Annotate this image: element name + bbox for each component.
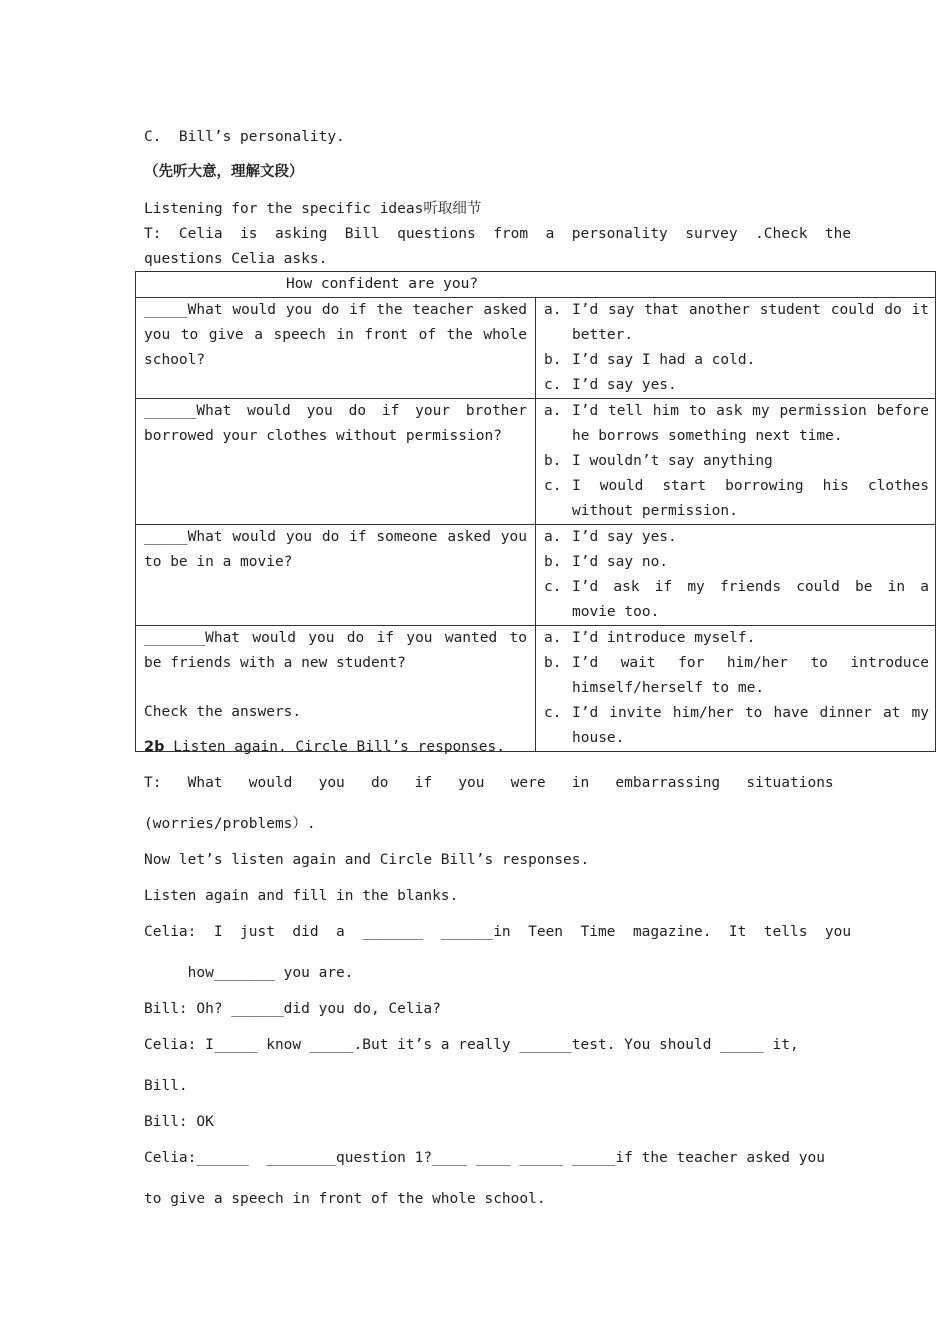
now-listen-line: Now let’s listen again and Circle Bill’s responses.: [144, 852, 590, 868]
section-2b-text: Listen again. Circle Bill’s responses.: [164, 739, 505, 755]
dialog-line: Bill: Oh? ______did you do, Celia?: [144, 1001, 441, 1017]
dialog-line: Celia:______ ________question 1?____ ____ _____ _____if the teacher asked you: [144, 1150, 825, 1166]
question-3: _____What would you do if someone asked you to be in a movie?: [136, 525, 536, 626]
chinese-note: （先听大意，理解文段）: [144, 164, 304, 180]
option-c: c. I’d say yes.: [544, 377, 677, 393]
section-2b-label: 2b: [144, 739, 165, 755]
option-a: a. I’d say yes.: [544, 529, 677, 545]
t-line-1: T: What would you do if you were in embarrassing situations: [144, 775, 834, 791]
intro-line-2: questions Celia asks.: [144, 251, 328, 267]
dialog-line: how_______ you are.: [144, 965, 354, 981]
option-a: a. I’d say that another student could do it better.: [544, 302, 929, 343]
check-answers: Check the answers.: [144, 704, 302, 720]
option-b: b. I’d say no.: [544, 554, 669, 570]
section-2b: [144, 737, 505, 757]
dialog-line: Celia: I just did a _______ ______in Teen Time magazine. It tells you: [144, 924, 852, 940]
question-2: ______What would you do if your brother borrowed your clothes without permission?: [136, 399, 536, 525]
option-a: a. I’d tell him to ask my permission before he borrows something next time.: [544, 403, 929, 444]
option-c: c. I’d ask if my friends could be in a movie too.: [544, 579, 929, 620]
table-header: How confident are you?: [136, 272, 936, 298]
intro-line-1: T: Celia is asking Bill questions from a personality survey .Check the: [144, 226, 852, 242]
dialog-line: Bill: OK: [144, 1114, 214, 1130]
option-c: c. I would start borrowing his clothes without permission.: [544, 478, 929, 519]
table-row: [136, 626, 936, 752]
table-row: [136, 399, 936, 525]
options-4: [536, 626, 936, 752]
table-row: [136, 298, 936, 399]
fill-blanks-line: Listen again and fill in the blanks.: [144, 888, 459, 904]
dialog-line: to give a speech in front of the whole school.: [144, 1191, 546, 1207]
table-row: [136, 525, 936, 626]
dialog-line: Celia: I_____ know _____.But it’s a really ______test. You should _____ it,: [144, 1037, 799, 1053]
options-1: [536, 298, 936, 399]
option-a: a. I’d introduce myself.: [544, 630, 756, 646]
dialog-line: Bill.: [144, 1078, 188, 1094]
options-2: [536, 399, 936, 525]
question-4: _______What would you do if you wanted to be friends with a new student?: [136, 626, 536, 752]
survey-table: [135, 271, 936, 752]
option-c: c. I’d invite him/her to have dinner at my house.: [544, 705, 929, 746]
option-b: b. I’d wait for him/her to introduce himself/herself to me.: [544, 655, 929, 696]
t-line-2: (worries/problems）.: [144, 816, 316, 832]
option-c-line: C. Bill’s personality.: [144, 129, 345, 145]
option-b: b. I wouldn’t say anything: [544, 453, 773, 469]
question-1: _____What would you do if the teacher asked you to give a speech in front of the whole school?: [136, 298, 536, 399]
options-3: [536, 525, 936, 626]
section-title: Listening for the specific ideas听取细节: [144, 201, 482, 217]
option-b: b. I’d say I had a cold.: [544, 352, 756, 368]
